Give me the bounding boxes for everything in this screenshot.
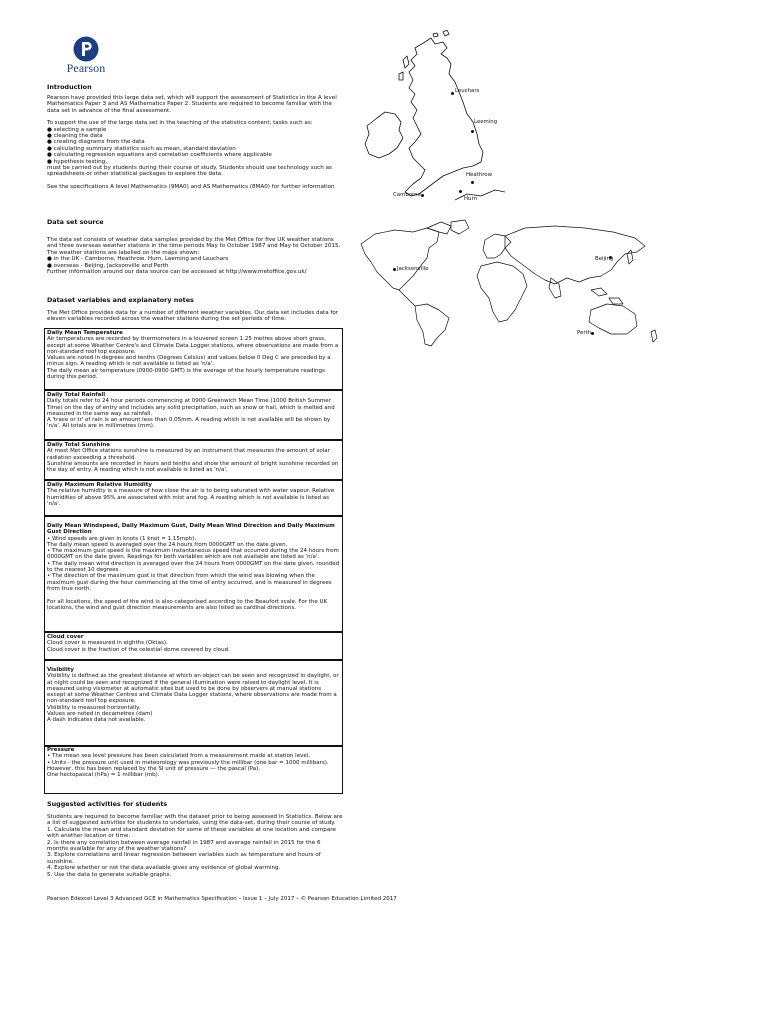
intro-text: [47, 95, 343, 190]
variable-box-pressure: [44, 746, 343, 794]
station-label-heathrow: Heathrow: [466, 172, 493, 178]
activities-heading: Suggested activities for students: [47, 800, 168, 808]
intro-paragraph-3: See the specifications A level Mathematics (9MA0) and AS Mathematics (8MA0) for further information: [47, 183, 335, 190]
logo-wordmark: Pearson: [66, 61, 106, 75]
station-marker: [451, 92, 454, 95]
list-item: ● calculating summary statistics such as mean, standard deviation: [47, 145, 236, 152]
station-marker: [471, 181, 474, 184]
variable-title: Daily Total Rainfall: [47, 392, 106, 398]
station-marker: [459, 190, 462, 193]
pearson-logo: [56, 36, 116, 76]
source-paragraph-2: Further information around our data source can be accessed at http://www.metoffice.gov.uk/: [47, 269, 307, 276]
variable-body: Daily totals refer to 24 hour periods commencing at 0900 Greenwich Mean Time (1000 British Summer Time) on the day of entry and includes any solid precipitation, such as snow or hail, which is melted and measured in the same way as rainfall. A 'trace or tr' of rain is an amount less than 0.05mm. A reading which is not available will be shown by 'n/a'. All totals are in millimetres (mm).: [47, 398, 335, 430]
variable-box-cloud: [44, 632, 343, 660]
pearson-logo-icon: [73, 36, 99, 62]
intro-paragraph-tail: must be carried out by students during their course of study. Students should use technology such as spreadsheets or other statistical packages to explore the data.: [47, 165, 332, 178]
variable-title: Visibility: [47, 667, 75, 673]
station-label-camborne: Camborne: [393, 192, 421, 198]
station-marker: [591, 332, 594, 335]
variable-box-visibility: [44, 660, 343, 746]
list-item: ● calculating regression equations and correlation coefficients where applicable: [47, 152, 272, 159]
station-label-leeming: Leeming: [474, 119, 498, 125]
list-item: ● selecting a sample: [47, 126, 107, 133]
variable-body: Cloud cover is measured in eighths (Oktas). Cloud cover is the fraction of the celestial dome covered by cloud.: [47, 640, 230, 653]
variable-title: Daily Mean Windspeed, Daily Maximum Gust, Daily Mean Wind Direction and Daily Maximum Gust Direction: [47, 523, 335, 536]
list-item: ● cleaning the data: [47, 133, 103, 140]
variable-title: Daily Maximum Relative Humidity: [47, 482, 152, 488]
intro-paragraph-1: Pearson have provided this large data set, which will support the assessment of Statistics in the A level Mathematics Paper 3 and AS Mathematics Paper 2. Students are required to become familiar with the data set in advance of the final assessment.: [47, 95, 337, 114]
variable-title: Daily Total Sunshine: [47, 442, 111, 448]
variables-heading: Dataset variables and explanatory notes: [47, 296, 194, 304]
intro-paragraph-2: To support the use of the large data set in the teaching of the statistics content, tasks such as:: [47, 120, 313, 127]
list-item: ● in the UK - Camborne, Heathrow, Hurn, Leeming and Leuchars: [47, 256, 229, 263]
variable-body: • The mean sea level pressure has been calculated from a measurement made at station level. • Units - the pressure unit used in meteorology was previously the millibar (one bar = 1000 millibars). However, this has been replaced by the SI unit of pressure — the pascal (Pa). One hectopascal (hPa) = 1 millibar (mb).: [47, 753, 329, 779]
variable-body: The relative humidity is a measure of how close the air is to being saturated with water vapour. Relative humidities of above 95% are associated with mist and fog. A reading which is not available is listed as 'n/a'.: [47, 488, 335, 507]
station-label-jacksonville: Jacksonville: [397, 266, 429, 272]
intro-bullet-list: [47, 127, 343, 165]
list-item: ● overseas - Beijing, Jacksonville and Perth: [47, 262, 169, 269]
station-label-leuchars: Leuchars: [455, 88, 480, 94]
page-footer: Pearson Edexcel Level 3 Advanced GCE in Mathematics Specification – Issue 1 – July 2017 – © Pearson Education Limited 2017: [47, 896, 397, 902]
variables-intro: The Met Office provides data for a number of different weather variables. Our data set includes data for eleven variables recorded across the weather stations during the set periods of time:: [47, 310, 339, 323]
station-label-perth: Perth: [577, 330, 592, 336]
activities-text: Students are required to become familiar with the dataset prior to being assessed in Statistics. Below are a list of suggested activities for students to undertake, using the data-set, during their course of study. 1. Calculate the mean and standard deviation for some of these variables at one location and compare with another location or time. 2. Is there any correlation between average rainfall in 1987 and average rainfall in 2015 for the 6 months available for any of the weather stations? 3. Explore correlations and linear regression between variables such as temperature and hours of sunshine. 4. Explore whether or not the data available gives any evidence of global warming. 5. Use the data to generate suitable graphs.: [47, 814, 343, 878]
station-marker: [471, 130, 474, 133]
variable-body: • Wind speeds are given in knots (1 knot = 1.15mph). The daily mean speed is averaged over the 24 hours from 0000GMT on the date given. • The maximum gust speed is the maximum instantaneous speed that occurred during the 24 hours from 0000GMT on the date given. Readings for both variables which are not available are listed as 'n/a'. • The daily mean wind direction is averaged over the 24 hours from 0000GMT on the date given, rounded to the nearest 10 degrees • The direction of the maximum gust is that direction from which the wind was blowing when the maximum gust during the hour commencing at the time of entry occurred, and is measured in degrees from true north. For all locations, the speed of the wind is also categorised according to the Beaufort scale. For the UK locations, the wind and gust direction measurements are also listed as cardinal directions.: [47, 535, 340, 611]
list-item: ● creating diagrams from the data: [47, 139, 145, 146]
variable-body: Visibility is defined as the greatest distance at which an object can be seen and recognized in daylight, or at night could be seen and recognized if the general illumination were raised to daylight level. It is measured using visiometer at automatic sites but used to be done by observers at manual stations except at some Weather Centres and Climate Data Logger stations, where observations are made from a non-standard roof top exposure. Visibility is measured horizontally. Values are noted in decametres (dam) A dash indicates data not available.: [47, 673, 339, 724]
source-text: [47, 237, 343, 275]
station-label-beijing: Beijing: [595, 256, 614, 262]
variable-body: Air temperatures are recorded by thermometers in a louvered screen 1.25 metres above short grass, except at some Weather Centre's and Climate Data Logger stations, where observations are made from a non-standard roof top exposure. Values are noted in degrees and tenths (Degrees Celsius) and values below 0 Deg C are preceded by a minus sign. A reading which is not available is listed as 'n/a'. The daily mean air temperature (0900-0900 GMT) is the average of the hourly temperature readings during this period.: [47, 336, 339, 381]
list-item: ● hypothesis testing,: [47, 158, 108, 165]
variable-box-sunshine: [44, 440, 343, 480]
variable-title: Pressure: [47, 747, 75, 753]
source-heading: Data set source: [47, 218, 104, 226]
station-marker: [393, 268, 396, 271]
station-label-hurn: Hurn: [464, 196, 478, 202]
variable-box-rainfall: [44, 390, 343, 440]
station-marker: [421, 194, 424, 197]
variable-title: Daily Mean Temperature: [47, 330, 123, 336]
variable-box-humidity: [44, 480, 343, 516]
variable-box-temperature: [44, 328, 343, 390]
intro-heading: Introduction: [47, 83, 92, 91]
variable-box-wind: [44, 516, 343, 632]
variable-title: Cloud cover: [47, 634, 84, 640]
variable-body: At most Met Office stations sunshine is measured by an instrument that measures the amount of solar radiation exceeding a threshold. Sunshine amounts are recorded in hours and tenths and show the amount of bright sunshine recorded on the day of entry. A reading which is not available is listed as 'n/a'.: [47, 448, 339, 474]
world-map: [355, 218, 665, 348]
source-paragraph-1: The data set consists of weather data samples provided by the Met Office for five UK weather stations and three overseas weather stations in the time periods May to October 1987 and May to October 2015. The weather stations are labelled on the maps shown:: [47, 237, 341, 256]
